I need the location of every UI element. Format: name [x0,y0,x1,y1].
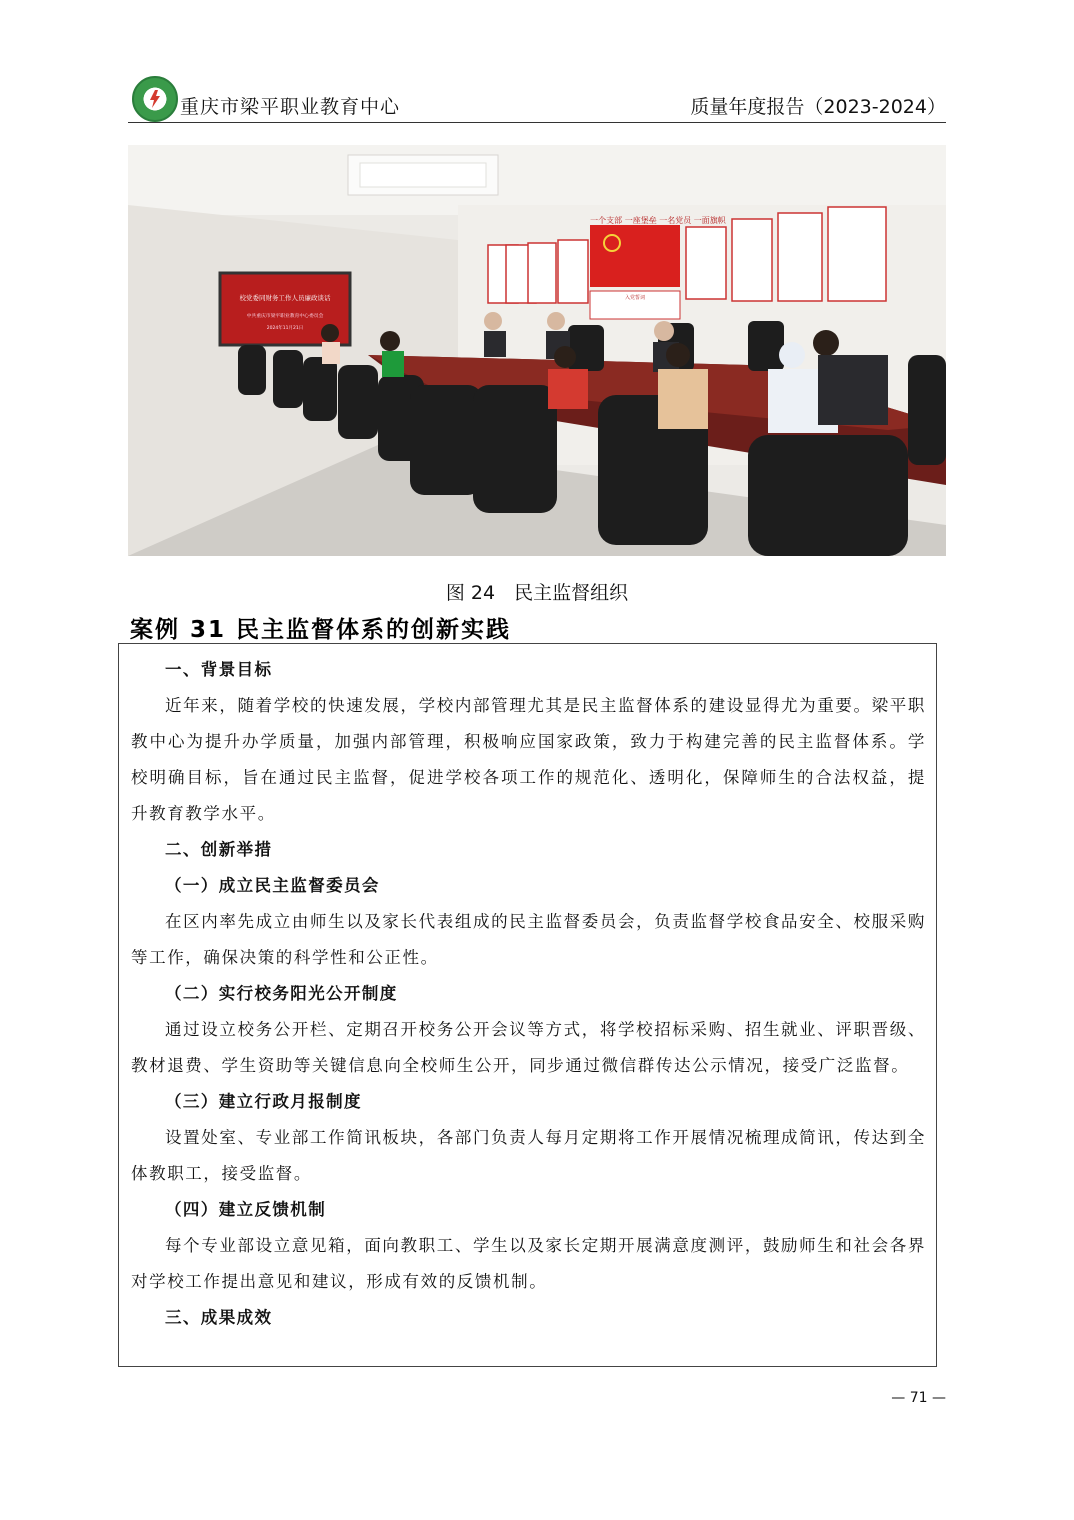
section-heading: （一）成立民主监督委员会 [165,876,380,895]
body-paragraph: 每个专业部设立意见箱，面向教职工、学生以及家长定期开展满意度测评，鼓励师生和社会各界对学校工作提出意见和建议，形成有效的反馈机制。 [131,1236,926,1291]
section-heading: （三）建立行政月报制度 [165,1092,362,1111]
meeting-photo [128,145,946,556]
report-title: 质量年度报告（2023-2024） [690,96,946,118]
screen-date: 2024年11月21日 [266,326,304,331]
section-heading: （二）实行校务阳光公开制度 [165,984,398,1003]
body-paragraph: 近年来，随着学校的快速发展，学校内部管理尤其是民主监督体系的建设显得尤为重要。梁平职教中心为提升办学质量，加强内部管理，积极响应国家政策，致力于构建完善的民主监督体系。学校明确目标，旨在通过民主监督，促进学校各项工作的规范化、透明化，保障师生的合法权益，提升教育教学水平。 [131,696,926,823]
case-title: 案例 31 民主监督体系的创新实践 [130,617,512,643]
case-content [131,652,926,1336]
page-header [128,76,946,124]
school-logo [132,76,178,122]
screen-subtitle: 中共重庆市梁平职业教育中心委员会 [246,314,324,319]
section-heading: 一、背景目标 [165,660,273,679]
wall-slogan: 一个支部 一座堡垒 一名党员 一面旗帜 [590,216,726,225]
figure-caption: 图 24 民主监督组织 [445,582,629,604]
section-heading: 二、创新举措 [165,840,273,859]
case-content-box [118,643,937,1367]
screen-title: 校党委同财务工作人员廉政谈话 [239,294,331,302]
page-number: — 71 — [891,1390,946,1406]
body-paragraph: 在区内率先成立由师生以及家长代表组成的民主监督委员会，负责监督学校食品安全、校服采购等工作，确保决策的科学性和公正性。 [131,912,926,967]
section-heading: 三、成果成效 [165,1308,273,1327]
logo-emblem-icon [147,88,163,110]
board-title: 入党誓词 [624,295,646,301]
body-paragraph: 通过设立校务公开栏、定期召开校务公开会议等方式，将学校招标采购、招生就业、评职晋级、教材退费、学生资助等关键信息向全校师生公开，同步通过微信群传达公示情况，接受广泛监督。 [131,1020,926,1075]
school-name: 重庆市梁平职业教育中心 [180,96,401,118]
section-heading: （四）建立反馈机制 [165,1200,327,1219]
header-divider [128,122,946,123]
body-paragraph: 设置处室、专业部工作简讯板块，各部门负责人每月定期将工作开展情况梳理成简讯，传达到全体教职工，接受监督。 [131,1128,926,1183]
